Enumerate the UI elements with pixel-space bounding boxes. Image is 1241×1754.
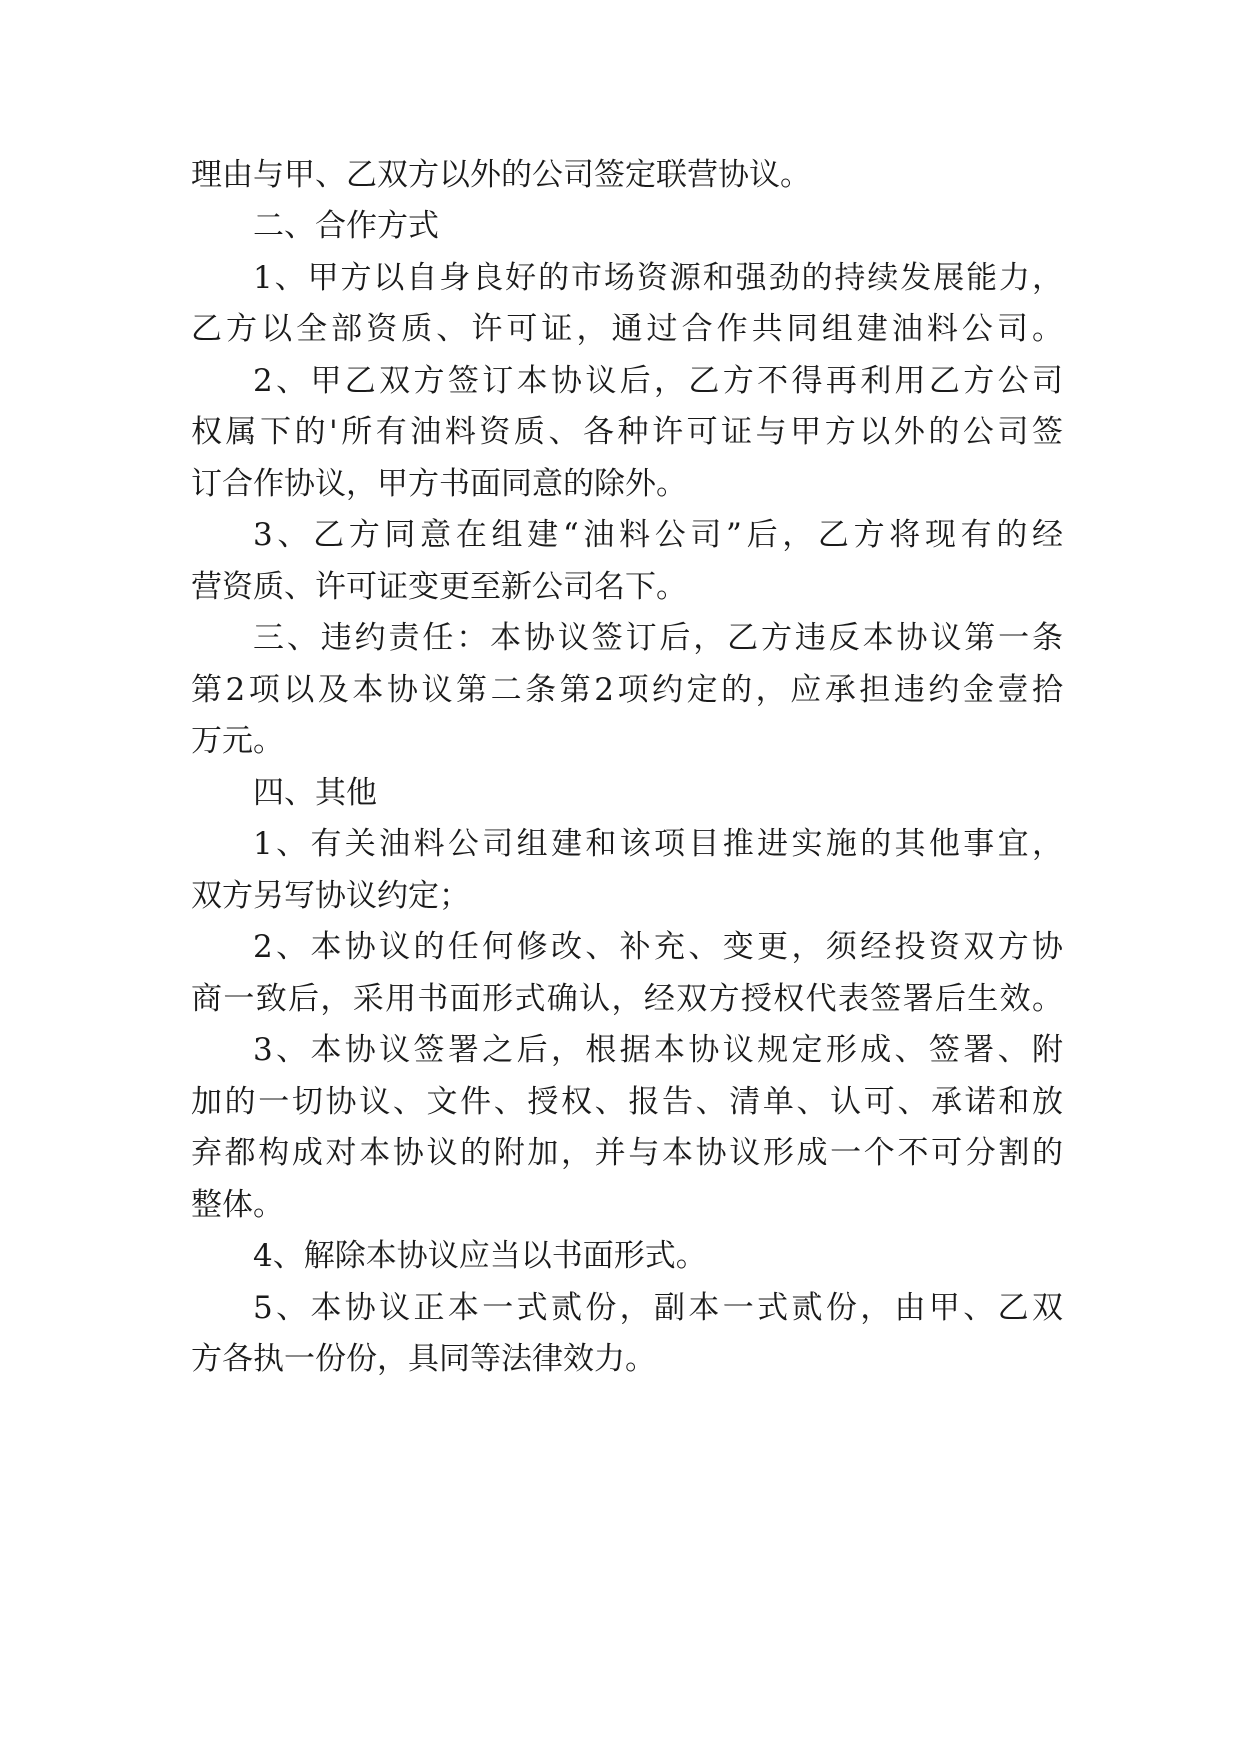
text-line-21: 整体。 xyxy=(191,1187,284,1223)
text-line-23: 5、本协议正本一式贰份，副本一式贰份，由甲、乙双 xyxy=(253,1290,1063,1326)
text-line-14: 1、有关油料公司组建和该项目推进实施的其他事宜， xyxy=(253,826,1063,862)
text-line-11: 第2项以及本协议第二条第2项约定的，应承担违约金壹拾 xyxy=(191,672,1063,708)
text-line-12: 万元。 xyxy=(191,723,284,759)
text-line-3: 1、甲方以自身良好的市场资源和强劲的持续发展能力， xyxy=(253,260,1063,296)
section-heading-cooperation: 二、合作方式 xyxy=(253,208,439,244)
text-line-1: 理由与甲、乙双方以外的公司签定联营协议。 xyxy=(191,157,811,193)
text-line-19: 加的一切协议、文件、授权、报告、清单、认可、承诺和放 xyxy=(191,1084,1063,1120)
section-heading-other: 四、其他 xyxy=(253,775,377,811)
text-line-5: 2、甲乙双方签订本协议后，乙方不得再利用乙方公司 xyxy=(253,363,1063,399)
text-line-16: 2、本协议的任何修改、补充、变更，须经投资双方协 xyxy=(253,929,1063,965)
text-line-20: 弃都构成对本协议的附加，并与本协议形成一个不可分割的 xyxy=(191,1135,1063,1171)
text-line-7: 订合作协议，甲方书面同意的除外。 xyxy=(191,466,687,502)
text-line-4: 乙方以全部资质、许可证，通过合作共同组建油料公司。 xyxy=(191,311,1063,347)
text-line-6: 权属下的'所有油料资质、各种许可证与甲方以外的公司签 xyxy=(191,414,1063,450)
section-heading-liability: 三、违约责任：本协议签订后，乙方违反本协议第一条 xyxy=(253,620,1063,656)
text-line-9: 营资质、许可证变更至新公司名下。 xyxy=(191,569,687,605)
text-line-24: 方各执一份份，具同等法律效力。 xyxy=(191,1341,656,1377)
text-line-22: 4、解除本协议应当以书面形式。 xyxy=(253,1238,707,1274)
text-line-18: 3、本协议签署之后，根据本协议规定形成、签署、附 xyxy=(253,1032,1063,1068)
text-line-15: 双方另写协议约定； xyxy=(191,878,470,914)
text-line-8: 3、乙方同意在组建“油料公司”后，乙方将现有的经 xyxy=(253,517,1063,553)
text-line-17: 商一致后，采用书面形式确认，经双方授权代表签署后生效。 xyxy=(191,981,1063,1017)
